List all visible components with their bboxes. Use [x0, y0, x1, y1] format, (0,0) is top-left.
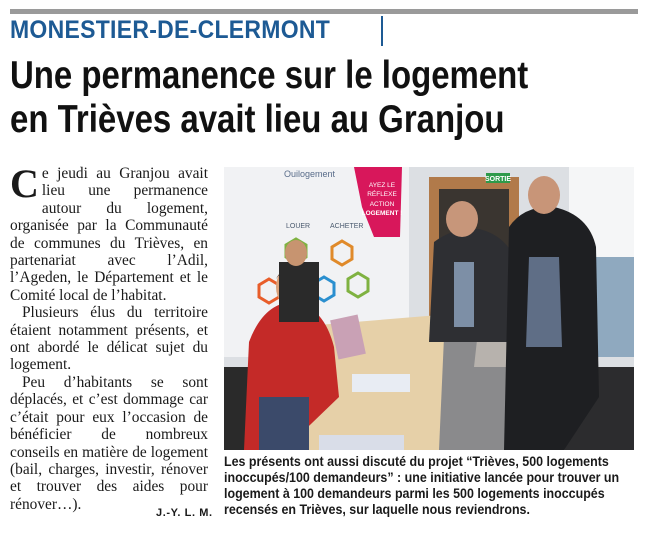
exit-sign: SORTIE [484, 176, 512, 183]
caption-line-3: logement à 100 demandeurs parmi les 500 logements inoccupés [224, 486, 605, 501]
papers-on-table [352, 374, 410, 392]
article-body [10, 161, 208, 513]
author-signature: J.-Y. L. M. [156, 507, 213, 519]
headline [10, 54, 618, 142]
banner-brand-text: Ouilogement [284, 169, 336, 179]
section-kicker: MONESTIER-DE-CLERMONT [10, 16, 331, 44]
brochure-stack [319, 435, 404, 450]
caption-line-1: Les présents ont aussi discuté du projet “Trièves, 500 logements [224, 454, 609, 469]
top-rule [10, 9, 638, 14]
poster-line-1: AYEZ LE [368, 182, 396, 189]
wall-label-acheter: ACHETER [330, 223, 364, 230]
headline-line-1: Une permanence sur le logement [10, 54, 529, 97]
drop-cap: C [10, 161, 39, 206]
poster-line-3: ACTION [369, 201, 395, 208]
article-paragraph-3: Peu d’habitants se sont déplacés, et c’est dommage car c’était pour eux l’occasion de bénéficier de nombreux conseils en matière de logement (bail, charges, investir, rénover et trouver des aides pour rénover…). [10, 373, 208, 513]
article-paragraph-2: Plusieurs élus du territoire étaient notamment présents, et ont abordé le délicat sujet du logement. [10, 304, 208, 374]
article-photo [224, 167, 634, 450]
wall-label-louer: LOUER [286, 223, 311, 230]
article-paragraph-1 [10, 161, 208, 304]
photo-scene [224, 167, 634, 450]
caption-line-2: inoccupés/100 demandeurs” : une initiative lancée pour trouver un [224, 470, 620, 485]
poster-line-2: RÉFLEXE [367, 191, 397, 198]
headline-line-2: en Trièves avait lieu au Granjou [10, 98, 505, 141]
caption-line-4: recensés en Trièves, sur laquelle nous reviendrons. [224, 502, 530, 517]
poster-line-4: LOGEMENT ! [361, 210, 403, 217]
photo-caption [224, 454, 620, 518]
kicker-separator [381, 16, 383, 46]
article-paragraph-1-text: e jeudi au Granjou avait lieu une permanence autour du logement, organisée par la Communauté de communes du Trièves, en partenariat avec l’Adil, l’Ageden, le Département et le Comité local de l’habitat. [10, 165, 208, 304]
